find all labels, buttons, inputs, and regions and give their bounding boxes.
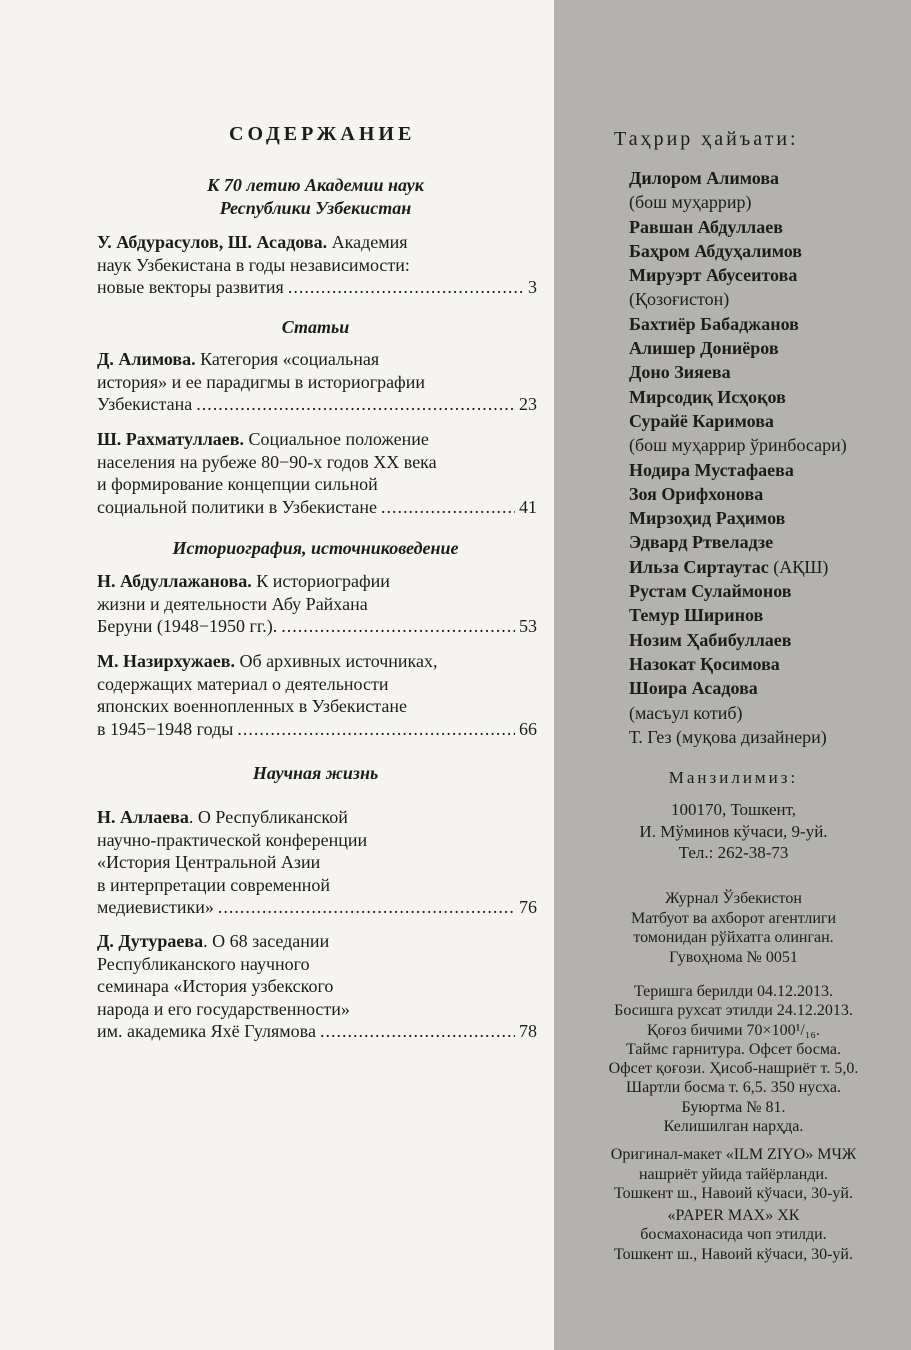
print-line: Офсет қоғози. Ҳисоб-нашриёт т. 5,0. <box>608 1060 859 1078</box>
board-member: Шоира Асадова <box>629 678 758 699</box>
entry-author: Ш. Рахматуллаев. <box>97 429 244 449</box>
entry-title: народа и его государственности» <box>97 998 350 1019</box>
print-line: Таймс гарнитура. Офсет босма. <box>625 1040 841 1058</box>
page-number: 66 <box>519 718 537 739</box>
section-line: К 70 летию Академии наук <box>207 175 424 195</box>
toc-entry[interactable] <box>97 231 537 299</box>
address-block <box>556 799 911 864</box>
print-line: Буюртма № 81. <box>681 1098 786 1116</box>
publisher-line: Тошкент ш., Навоий кўчаси, 30-уй. <box>614 1245 853 1263</box>
board-member: Ильза Сиртаутас <box>629 556 769 577</box>
phone-line: Тел.: 262-38-73 <box>678 843 789 862</box>
publisher-line: Тошкент ш., Навоий кўчаси, 30-уй. <box>614 1185 853 1202</box>
page-number: 76 <box>519 897 537 917</box>
board-role: (бош муҳаррир ўринбосари) <box>629 435 847 456</box>
page-number: 53 <box>519 616 537 636</box>
entry-title: Академия <box>327 232 408 252</box>
entry-author: Н. Абдуллажанова. <box>97 571 252 591</box>
entry-author: У. Абдурасулов, Ш. Асадова. <box>97 232 328 252</box>
entry-title: Республиканского научного <box>97 953 310 974</box>
entry-title: социальной политики в Узбекистане <box>97 496 377 517</box>
entry-title: Узбекистана <box>97 394 193 414</box>
entry-title: наук Узбекистана в годы независимости: <box>97 254 410 275</box>
entry-title: в 1945−1948 годы <box>97 718 234 739</box>
toc-entry[interactable] <box>97 570 537 638</box>
section-heading-historiography: Историография, источниковедение <box>172 538 459 558</box>
print-line: Теришга берилди 04.12.2013. <box>633 983 834 1000</box>
entry-title: «История Центральной Азии <box>97 852 321 872</box>
board-member: Нозим Ҳабибуллаев <box>629 629 792 650</box>
registration-line: томонидан рўйхатга олинган. <box>633 929 834 946</box>
leader-dots <box>218 896 515 919</box>
section-heading-articles: Статьи <box>281 317 350 337</box>
entry-title: Социальное положение <box>244 429 429 449</box>
publisher-block <box>556 1145 911 1264</box>
entry-title: история» и ее парадигмы в историографии <box>97 371 425 392</box>
board-role: Т. Гез (муқова дизайнери) <box>629 726 827 747</box>
board-role: (бош муҳаррир) <box>629 192 752 213</box>
address-line: 100170, Тошкент, <box>670 800 797 819</box>
toc-entry[interactable] <box>97 806 537 919</box>
contents-title: СОДЕРЖАНИЕ <box>229 123 416 145</box>
page-number: 41 <box>519 496 537 517</box>
publisher-line: нашриёт уйида тайёрланди. <box>638 1165 829 1183</box>
entry-title: жизни и деятельности Абу Райхана <box>97 593 368 614</box>
section-heading-anniversary <box>97 174 534 220</box>
registration-line: Журнал Ўзбекистон <box>665 890 802 907</box>
entry-title: научно-практической конференции <box>97 829 368 850</box>
entry-title: им. академика Яхё Гулямова <box>97 1021 316 1041</box>
registration-block <box>556 889 911 967</box>
entry-title: японских военнопленных в Узбекистане <box>97 696 407 716</box>
board-role: (АҚШ) <box>768 556 829 577</box>
address-title: Манзилимиз: <box>668 768 799 787</box>
toc-entry[interactable] <box>97 428 537 518</box>
section-heading-science-life: Научная жизнь <box>252 763 379 783</box>
entry-title: Об архивных источниках, <box>234 651 438 671</box>
section-line: Республики Узбекистан <box>219 198 412 218</box>
print-line: Қоғоз бичими 70×100¹/₁₆. <box>647 1021 820 1039</box>
entry-title: и формирование концепции сильной <box>97 474 378 494</box>
board-member: Мирзоҳид Раҳимов <box>629 508 786 529</box>
leader-dots <box>320 1020 515 1043</box>
board-member: Мирсодиқ Исҳоқов <box>629 386 786 407</box>
entry-title: новые векторы развития <box>97 277 284 297</box>
board-member: Дилором Алимова <box>629 168 780 188</box>
board-member: Бахтиёр Бабаджанов <box>629 313 799 334</box>
leader-dots <box>288 276 524 299</box>
entry-title: в интерпретации современной <box>97 874 330 895</box>
address-line: И. Мўминов кўчаси, 9-уй. <box>639 821 828 841</box>
entry-title: . О 68 заседании <box>203 931 330 951</box>
leader-dots <box>381 496 515 519</box>
board-title: Таҳрир ҳайъати: <box>614 128 799 150</box>
board-member: Баҳром Абдуҳалимов <box>629 240 802 261</box>
board-member: Зоя Орифхонова <box>629 483 764 504</box>
print-line: Келишилган нарҳда. <box>663 1118 804 1136</box>
board-member: Доно Зияева <box>629 362 731 383</box>
print-details <box>556 982 911 1136</box>
entry-title: населения на рубеже 80−90-х годов XX века <box>97 451 437 472</box>
board-member: Темур Ширинов <box>629 605 764 626</box>
board-member: Алишер Дониёров <box>629 338 779 359</box>
entry-title: медиевистики» <box>97 897 214 917</box>
entry-title: семинара «История узбекского <box>97 976 334 996</box>
entry-author: Д. Алимова. <box>97 349 196 369</box>
editorial-board-list <box>629 166 847 749</box>
publisher-line: босмахонасида чоп этилди. <box>640 1226 827 1243</box>
board-role: (Қозоғистон) <box>629 289 730 310</box>
toc-entry[interactable] <box>97 348 537 416</box>
entry-title: К историографии <box>251 571 390 591</box>
board-member: Нодира Мустафаева <box>629 459 794 480</box>
publisher-line: Оригинал-макет «ILM ZIYO» МЧЖ <box>610 1146 857 1163</box>
registration-line: Гувоҳнома № 0051 <box>669 948 798 966</box>
board-member: Эдвард Ртвеладзе <box>629 532 774 553</box>
entry-title: содержащих материал о деятельности <box>97 673 389 694</box>
board-member: Мируэрт Абусеитова <box>629 265 798 286</box>
board-member: Назокат Қосимова <box>629 653 780 674</box>
print-line: Шартли босма т. 6,5. 350 нусха. <box>625 1079 842 1097</box>
entry-title: Категория «социальная <box>195 349 380 369</box>
entry-title: . О Республиканской <box>188 807 348 827</box>
print-line: Босишга рухсат этилди 24.12.2013. <box>614 1002 853 1020</box>
entry-author: Д. Дутураева <box>97 931 204 951</box>
toc-entry[interactable] <box>97 930 537 1043</box>
entry-author: М. Назирхужаев. <box>97 651 235 671</box>
toc-entry[interactable] <box>97 650 537 740</box>
page-number: 23 <box>519 394 537 414</box>
board-member: Рустам Сулаймонов <box>629 581 792 602</box>
registration-line: Матбуот ва ахборот агентлиги <box>630 909 837 927</box>
leader-dots <box>196 393 515 416</box>
publisher-line: «PAPER MAX» ХК <box>667 1206 800 1224</box>
leader-dots <box>237 718 515 741</box>
page-number: 3 <box>528 277 537 297</box>
board-role: (масъул котиб) <box>629 702 743 723</box>
leader-dots <box>281 615 515 638</box>
board-member: Сурайё Каримова <box>629 410 774 431</box>
board-member: Равшан Абдуллаев <box>629 216 783 237</box>
entry-title: Беруни (1948−1950 гг.). <box>97 616 278 636</box>
page-number: 78 <box>519 1021 537 1041</box>
entry-author: Н. Аллаева <box>97 807 189 827</box>
